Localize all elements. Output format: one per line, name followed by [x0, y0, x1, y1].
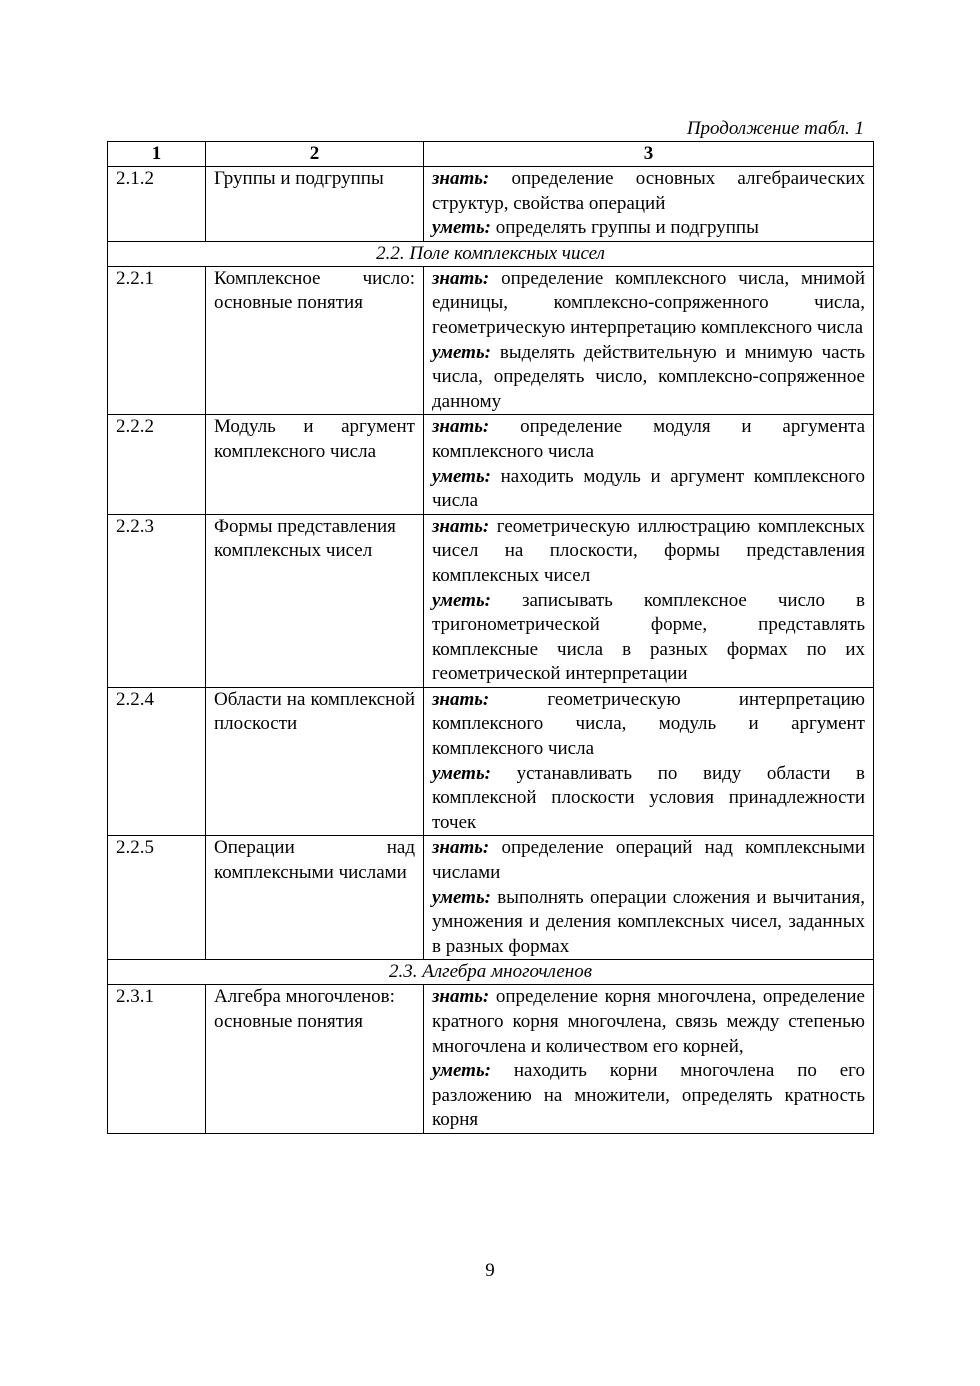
skill-paragraph	[432, 1059, 865, 1133]
skill-label: уметь:	[432, 762, 491, 784]
know-text: геометрическую интерпретацию комплексного числа, модуль и аргумент комплексного числа	[432, 688, 866, 760]
know-text: определение основных алгебраических структур, свойства операций	[432, 168, 866, 214]
skill-text: устанавливать по виду области в комплексной плоскости условия принадлежности точек	[432, 762, 866, 833]
row-number: 2.3.1	[108, 985, 206, 1134]
table-row	[108, 415, 874, 514]
row-topic: Группы и подгруппы	[206, 167, 424, 242]
skill-paragraph	[432, 465, 865, 514]
skill-paragraph	[432, 886, 865, 960]
know-paragraph	[432, 267, 865, 341]
section-row	[108, 960, 874, 985]
know-label: знать:	[432, 267, 490, 289]
skill-label: уметь:	[432, 217, 491, 239]
table-row	[108, 266, 874, 415]
skill-paragraph	[432, 589, 865, 687]
row-topic: Модуль и аргумент комплексного числа	[206, 415, 424, 514]
know-text: определение комплексного числа, мнимой единицы, комплексно-сопряженного числа, геометрическую интерпретацию комплексного числа	[432, 267, 865, 338]
skill-label: уметь:	[432, 341, 491, 363]
skill-text: определять группы и подгруппы	[495, 217, 759, 239]
know-paragraph	[432, 836, 865, 885]
row-topic: Формы представления комплексных чисел	[206, 514, 424, 687]
row-description	[424, 266, 874, 415]
section-title: 2.2. Поле комплексных чисел	[108, 241, 874, 266]
row-description	[424, 415, 874, 514]
row-description	[424, 836, 874, 960]
skill-text: находить модуль и аргумент комплексного числа	[432, 465, 865, 512]
section-row	[108, 241, 874, 266]
know-paragraph	[432, 167, 865, 216]
row-number: 2.2.5	[108, 836, 206, 960]
row-description	[424, 514, 874, 687]
column-header-3: 3	[424, 142, 874, 167]
row-number: 2.1.2	[108, 167, 206, 242]
row-topic: Алгебра многочленов: основные понятия	[206, 985, 424, 1134]
competency-table	[107, 141, 874, 1134]
row-description	[424, 687, 874, 836]
skill-text: выделять действительную и мнимую часть числа, определять число, комплексно-сопряженное данному	[432, 341, 865, 412]
know-label: знать:	[432, 688, 490, 710]
table-row	[108, 687, 874, 836]
row-topic: Области на комплексной плоскости	[206, 687, 424, 836]
know-label: знать:	[432, 416, 490, 438]
know-text: определение корня многочлена, определение кратного корня многочлена, связь между степенью многочлена и количеством его корней,	[432, 986, 865, 1057]
skill-paragraph	[432, 762, 865, 836]
column-header-1: 1	[108, 142, 206, 167]
skill-text: выполнять операции сложения и вычитания, умножения и деления комплексных чисел, заданных в разных формах	[432, 886, 865, 957]
column-header-2: 2	[206, 142, 424, 167]
know-text: геометрическую иллюстрацию комплексных чисел на плоскости, формы представления комплексных чисел	[432, 515, 866, 586]
table-row	[108, 836, 874, 960]
row-topic: Комплексное число: основные понятия	[206, 266, 424, 415]
table-row	[108, 985, 874, 1134]
row-description	[424, 985, 874, 1134]
know-text: определение операций над комплексными числами	[432, 837, 865, 884]
know-paragraph	[432, 515, 865, 589]
know-label: знать:	[432, 515, 490, 537]
know-label: знать:	[432, 837, 490, 859]
table-row	[108, 514, 874, 687]
know-paragraph	[432, 985, 865, 1059]
skill-paragraph	[432, 216, 865, 241]
skill-text: находить корни многочлена по его разложению на множители, определять кратность корня	[432, 1060, 865, 1131]
page-number: 9	[485, 1260, 495, 1281]
row-number: 2.2.3	[108, 514, 206, 687]
know-label: знать:	[432, 986, 490, 1008]
skill-text: записывать комплексное число в тригонометрической форме, представлять комплексные числа в разных формах по их геометрической интерпретации	[432, 589, 866, 685]
skill-label: уметь:	[432, 465, 491, 487]
know-paragraph	[432, 415, 865, 464]
know-text: определение модуля и аргумента комплексного числа	[432, 416, 866, 462]
row-topic: Операции над комплексными числами	[206, 836, 424, 960]
section-title: 2.3. Алгебра многочленов	[108, 960, 874, 985]
skill-label: уметь:	[432, 1060, 491, 1082]
skill-label: уметь:	[432, 886, 491, 908]
skill-label: уметь:	[432, 589, 491, 611]
table-row	[108, 167, 874, 242]
row-number: 2.2.2	[108, 415, 206, 514]
know-paragraph	[432, 688, 865, 762]
row-description	[424, 167, 874, 242]
row-number: 2.2.4	[108, 687, 206, 836]
skill-paragraph	[432, 341, 865, 415]
table-header-row	[108, 142, 874, 167]
know-label: знать:	[432, 168, 490, 189]
table-caption: Продолжение табл. 1	[686, 118, 864, 139]
row-number: 2.2.1	[108, 266, 206, 415]
